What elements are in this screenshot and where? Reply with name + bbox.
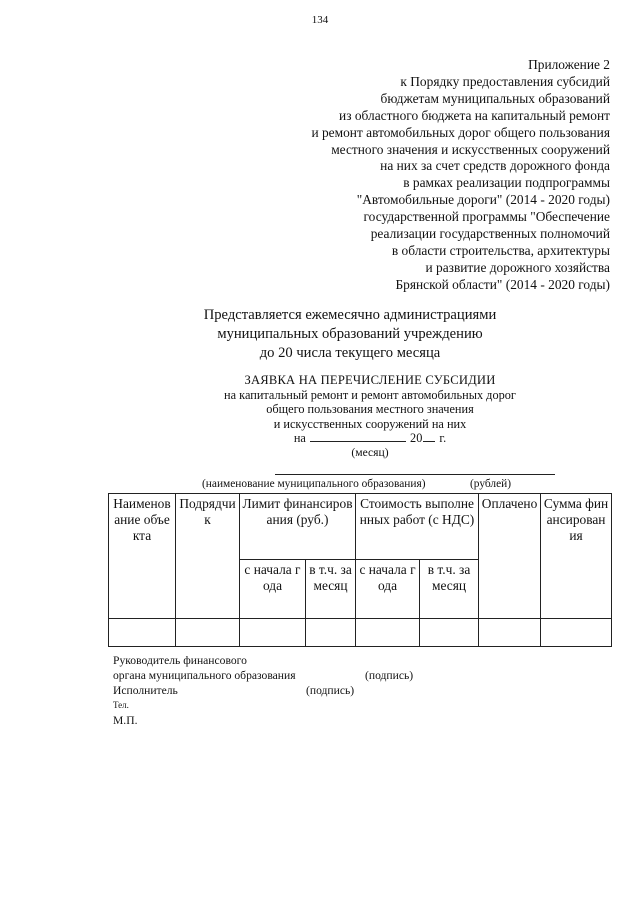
- appendix-line: "Автомобильные дороги" (2014 - 2020 годы): [356, 192, 610, 208]
- cell-contractor[interactable]: [176, 619, 240, 647]
- cell-limit-month[interactable]: [306, 619, 356, 647]
- subheader-limit-ytd: с начала года: [240, 560, 306, 619]
- executor-label: Исполнитель: [113, 684, 178, 697]
- page-number: 134: [311, 14, 329, 26]
- appendix-line: Брянской области" (2014 - 2020 годы): [395, 276, 610, 292]
- header-paid: Оплачено: [479, 494, 541, 619]
- subheader-cost-month: в т.ч. за месяц: [420, 560, 479, 619]
- cell-paid[interactable]: [479, 619, 541, 647]
- header-work-cost: Стоимость выполненных работ (с НДС): [356, 494, 479, 560]
- phone-label: Тел.: [113, 700, 129, 710]
- appendix-line: реализации государственных полномочий: [370, 226, 610, 242]
- finance-head-row-2: [113, 668, 513, 683]
- subheader-cost-ytd: с начала года: [356, 560, 420, 619]
- date-suffix: г.: [439, 431, 447, 446]
- appendix-line: из областного бюджета на капитальный ремонт: [339, 107, 610, 123]
- header-funding-limit: Лимит финансирования (руб.): [240, 494, 356, 560]
- appendix-line: в области строительства, архитектуры: [391, 242, 610, 258]
- appendix-line: местного значения и искусственных сооружений: [331, 141, 610, 157]
- table-row: [109, 619, 612, 647]
- municipality-blank[interactable]: [275, 474, 555, 475]
- subheader-limit-month: в т.ч. за месяц: [306, 560, 356, 619]
- form-title: ЗАЯВКА НА ПЕРЕЧИСЛЕНИЕ СУБСИДИИ: [244, 373, 496, 387]
- stamp-label: М.П.: [113, 714, 138, 727]
- signature-label: (подпись): [365, 669, 414, 682]
- month-caption: (месяц): [351, 445, 389, 459]
- municipality-caption: (наименование муниципального образования): [202, 478, 426, 490]
- date-year: 20: [410, 431, 423, 446]
- appendix-line: в рамках реализации подпрограммы: [403, 175, 610, 191]
- executor-row: [113, 683, 513, 698]
- form-subtitle-line: общего пользования местного значения: [266, 402, 474, 417]
- appendix-header: [210, 57, 610, 294]
- appendix-line: бюджетам муниципальных образований: [380, 90, 610, 106]
- form-subtitle-line: и искусственных сооружений на них: [273, 416, 467, 431]
- cell-cost-ytd[interactable]: [356, 619, 420, 647]
- cell-cost-month[interactable]: [420, 619, 479, 647]
- date-line: [150, 431, 590, 446]
- finance-head-label-2: органа муниципального образования: [113, 669, 296, 682]
- month-blank[interactable]: [310, 431, 406, 442]
- header-amount: Сумма финансирования: [541, 494, 612, 619]
- appendix-line: государственной программы "Обеспечение: [363, 209, 610, 225]
- signature-block: [113, 653, 513, 728]
- submission-note-line: до 20 числа текущего месяца: [259, 345, 441, 361]
- appendix-line: Приложение 2: [528, 57, 610, 72]
- finance-head-row: [113, 653, 513, 668]
- cell-limit-ytd[interactable]: [240, 619, 306, 647]
- signature-label: (подпись): [306, 684, 355, 697]
- date-prefix: на: [293, 431, 306, 446]
- appendix-line: на них за счет средств дорожного фонда: [380, 158, 610, 174]
- cell-amount[interactable]: [541, 619, 612, 647]
- submission-note-line: муниципальных образований учреждению: [217, 326, 483, 342]
- finance-head-label: Руководитель финансового: [113, 654, 247, 667]
- cell-object-name[interactable]: [109, 619, 176, 647]
- submission-note: [170, 306, 530, 363]
- year-blank[interactable]: [423, 431, 435, 442]
- submission-note-line: Представляется ежемесячно администрациями: [203, 307, 497, 323]
- form-subtitle-line: на капитальный ремонт и ремонт автомобильных дорог: [224, 387, 516, 402]
- appendix-line: и ремонт автомобильных дорог общего пользования: [311, 124, 610, 140]
- request-table: [108, 493, 612, 647]
- form-heading: [150, 373, 590, 461]
- unit-caption: (рублей): [470, 478, 512, 490]
- header-contractor: Подрядчик: [176, 494, 240, 619]
- appendix-line: к Порядку предоставления субсидий: [400, 73, 610, 89]
- appendix-line: и развитие дорожного хозяйства: [425, 259, 610, 275]
- header-object-name: Наименование объекта: [109, 494, 176, 619]
